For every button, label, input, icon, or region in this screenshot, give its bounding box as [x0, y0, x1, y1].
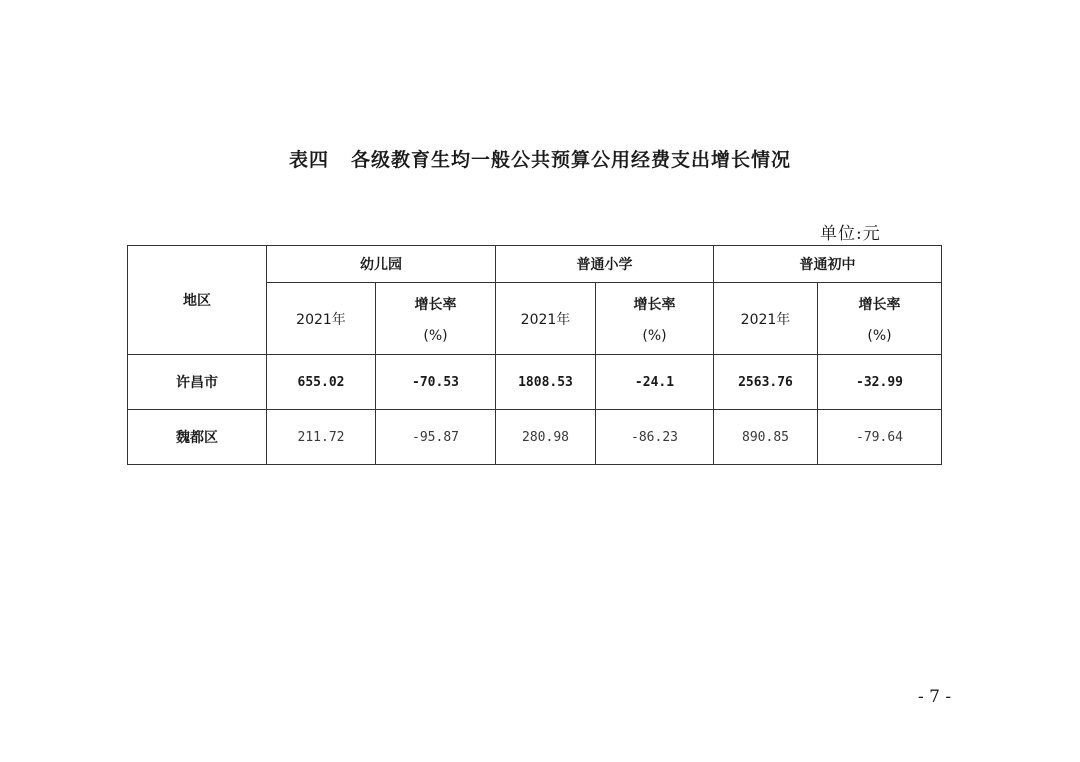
value-cell: -32.99: [818, 355, 942, 410]
rate-label: 增长率: [414, 296, 457, 313]
table-label: 表四: [288, 149, 329, 171]
rate-unit: (%): [867, 327, 892, 344]
value-cell: -79.64: [818, 410, 942, 465]
header-rate: [376, 283, 496, 355]
header-region: 地区: [128, 246, 267, 355]
rate-label: 增长率: [858, 296, 901, 313]
value-cell: 890.85: [714, 410, 818, 465]
value-cell: -86.23: [596, 410, 714, 465]
rate-label: 增长率: [633, 296, 676, 313]
value-cell: 655.02: [267, 355, 376, 410]
page-number: - 7 -: [918, 687, 952, 707]
header-year: 2021年: [496, 283, 596, 355]
region-cell: 许昌市: [128, 355, 267, 410]
value-cell: -95.87: [376, 410, 496, 465]
header-rate: [818, 283, 942, 355]
header-rate: [596, 283, 714, 355]
header-group-primary: 普通小学: [496, 246, 714, 283]
value-cell: 211.72: [267, 410, 376, 465]
header-group-kindergarten: 幼儿园: [267, 246, 496, 283]
header-year: 2021年: [267, 283, 376, 355]
page-title: [0, 145, 1080, 172]
table-row: [128, 410, 942, 465]
region-cell: 魏都区: [128, 410, 267, 465]
value-cell: 2563.76: [714, 355, 818, 410]
rate-unit: (%): [642, 327, 667, 344]
header-row-groups: [128, 246, 942, 283]
table-title-text: 各级教育生均一般公共预算公用经费支出增长情况: [351, 149, 792, 171]
value-cell: -70.53: [376, 355, 496, 410]
header-year: 2021年: [714, 283, 818, 355]
value-cell: 1808.53: [496, 355, 596, 410]
data-table: [127, 245, 942, 465]
rate-unit: (%): [423, 327, 448, 344]
table-row: [128, 355, 942, 410]
header-group-junior: 普通初中: [714, 246, 942, 283]
value-cell: -24.1: [596, 355, 714, 410]
unit-label: 单位:元: [820, 224, 881, 244]
value-cell: 280.98: [496, 410, 596, 465]
